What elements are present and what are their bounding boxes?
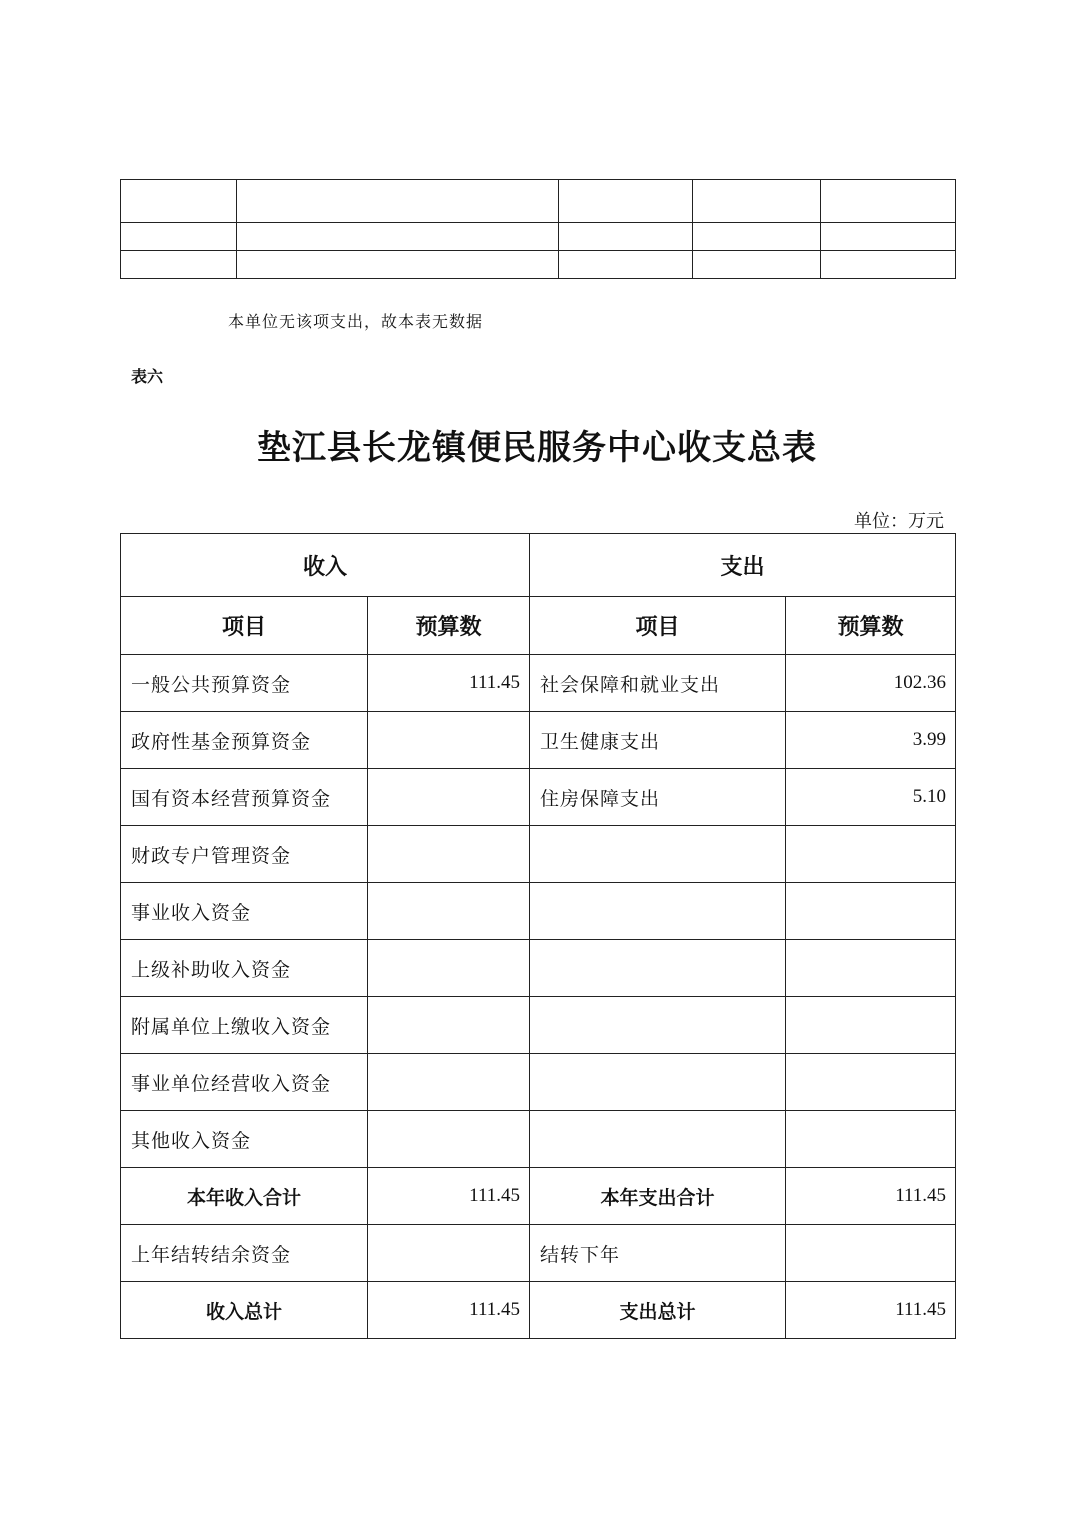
income-item: 政府性基金预算资金: [121, 712, 368, 769]
income-item-header: 项目: [121, 597, 368, 655]
expense-item: [530, 940, 786, 997]
table-row: [121, 1054, 956, 1111]
previous-year-carryover-label: 上年结转结余资金: [121, 1225, 368, 1282]
grand-total-row: [121, 1282, 956, 1339]
empty-table-row: [121, 223, 956, 251]
expense-budget: [786, 826, 956, 883]
year-income-total-value: 111.45: [368, 1168, 530, 1225]
expense-budget: [786, 997, 956, 1054]
expense-item: [530, 826, 786, 883]
table-row: [121, 769, 956, 826]
expense-section-header: 支出: [530, 534, 956, 597]
income-item: 其他收入资金: [121, 1111, 368, 1168]
table-number-label: 表六: [131, 367, 164, 386]
table-row: [121, 712, 956, 769]
column-header-row: [121, 597, 956, 655]
expense-budget: 5.10: [786, 769, 956, 826]
next-year-carryover-label: 结转下年: [530, 1225, 786, 1282]
expense-budget: [786, 940, 956, 997]
expense-item: [530, 1054, 786, 1111]
section-header-row: [121, 534, 956, 597]
income-budget: [368, 1111, 530, 1168]
income-section-header: 收入: [121, 534, 530, 597]
income-item: 事业单位经营收入资金: [121, 1054, 368, 1111]
income-item: 国有资本经营预算资金: [121, 769, 368, 826]
expense-item: [530, 883, 786, 940]
income-budget: 111.45: [368, 655, 530, 712]
expense-budget: 3.99: [786, 712, 956, 769]
table-row: [121, 1111, 956, 1168]
empty-table-row: [121, 180, 956, 223]
income-item: 上级补助收入资金: [121, 940, 368, 997]
unit-label: 单位：万元: [854, 511, 944, 532]
table-row: [121, 997, 956, 1054]
income-grand-total-label: 收入总计: [121, 1282, 368, 1339]
income-budget: [368, 997, 530, 1054]
expense-item: 社会保障和就业支出: [530, 655, 786, 712]
year-expense-total-value: 111.45: [786, 1168, 956, 1225]
expense-budget: [786, 1054, 956, 1111]
income-budget: [368, 940, 530, 997]
income-item: 一般公共预算资金: [121, 655, 368, 712]
income-budget: [368, 1054, 530, 1111]
expense-budget: [786, 1111, 956, 1168]
expense-item: [530, 997, 786, 1054]
no-data-note: 本单位无该项支出，故本表无数据: [228, 312, 484, 331]
carryover-row: [121, 1225, 956, 1282]
expense-item: 卫生健康支出: [530, 712, 786, 769]
expense-item: [530, 1111, 786, 1168]
year-total-row: [121, 1168, 956, 1225]
income-budget: [368, 826, 530, 883]
income-budget: [368, 883, 530, 940]
expense-budget: 102.36: [786, 655, 956, 712]
budget-summary-table: [120, 533, 956, 1339]
year-income-total-label: 本年收入合计: [121, 1168, 368, 1225]
page-title: 垫江县长龙镇便民服务中心收支总表: [257, 428, 817, 468]
table-row: [121, 940, 956, 997]
income-item: 财政专户管理资金: [121, 826, 368, 883]
table-row: [121, 826, 956, 883]
income-budget: [368, 712, 530, 769]
year-expense-total-label: 本年支出合计: [530, 1168, 786, 1225]
income-grand-total-value: 111.45: [368, 1282, 530, 1339]
expense-budget: [786, 883, 956, 940]
income-item: 附属单位上缴收入资金: [121, 997, 368, 1054]
empty-previous-table: [120, 179, 956, 279]
expense-grand-total-value: 111.45: [786, 1282, 956, 1339]
table-row: [121, 883, 956, 940]
income-budget: [368, 769, 530, 826]
income-budget-header: 预算数: [368, 597, 530, 655]
expense-budget-header: 预算数: [786, 597, 956, 655]
empty-table-row: [121, 251, 956, 279]
expense-grand-total-label: 支出总计: [530, 1282, 786, 1339]
table-row: [121, 655, 956, 712]
next-year-carryover-value: [786, 1225, 956, 1282]
expense-item-header: 项目: [530, 597, 786, 655]
expense-item: 住房保障支出: [530, 769, 786, 826]
previous-year-carryover-value: [368, 1225, 530, 1282]
income-item: 事业收入资金: [121, 883, 368, 940]
